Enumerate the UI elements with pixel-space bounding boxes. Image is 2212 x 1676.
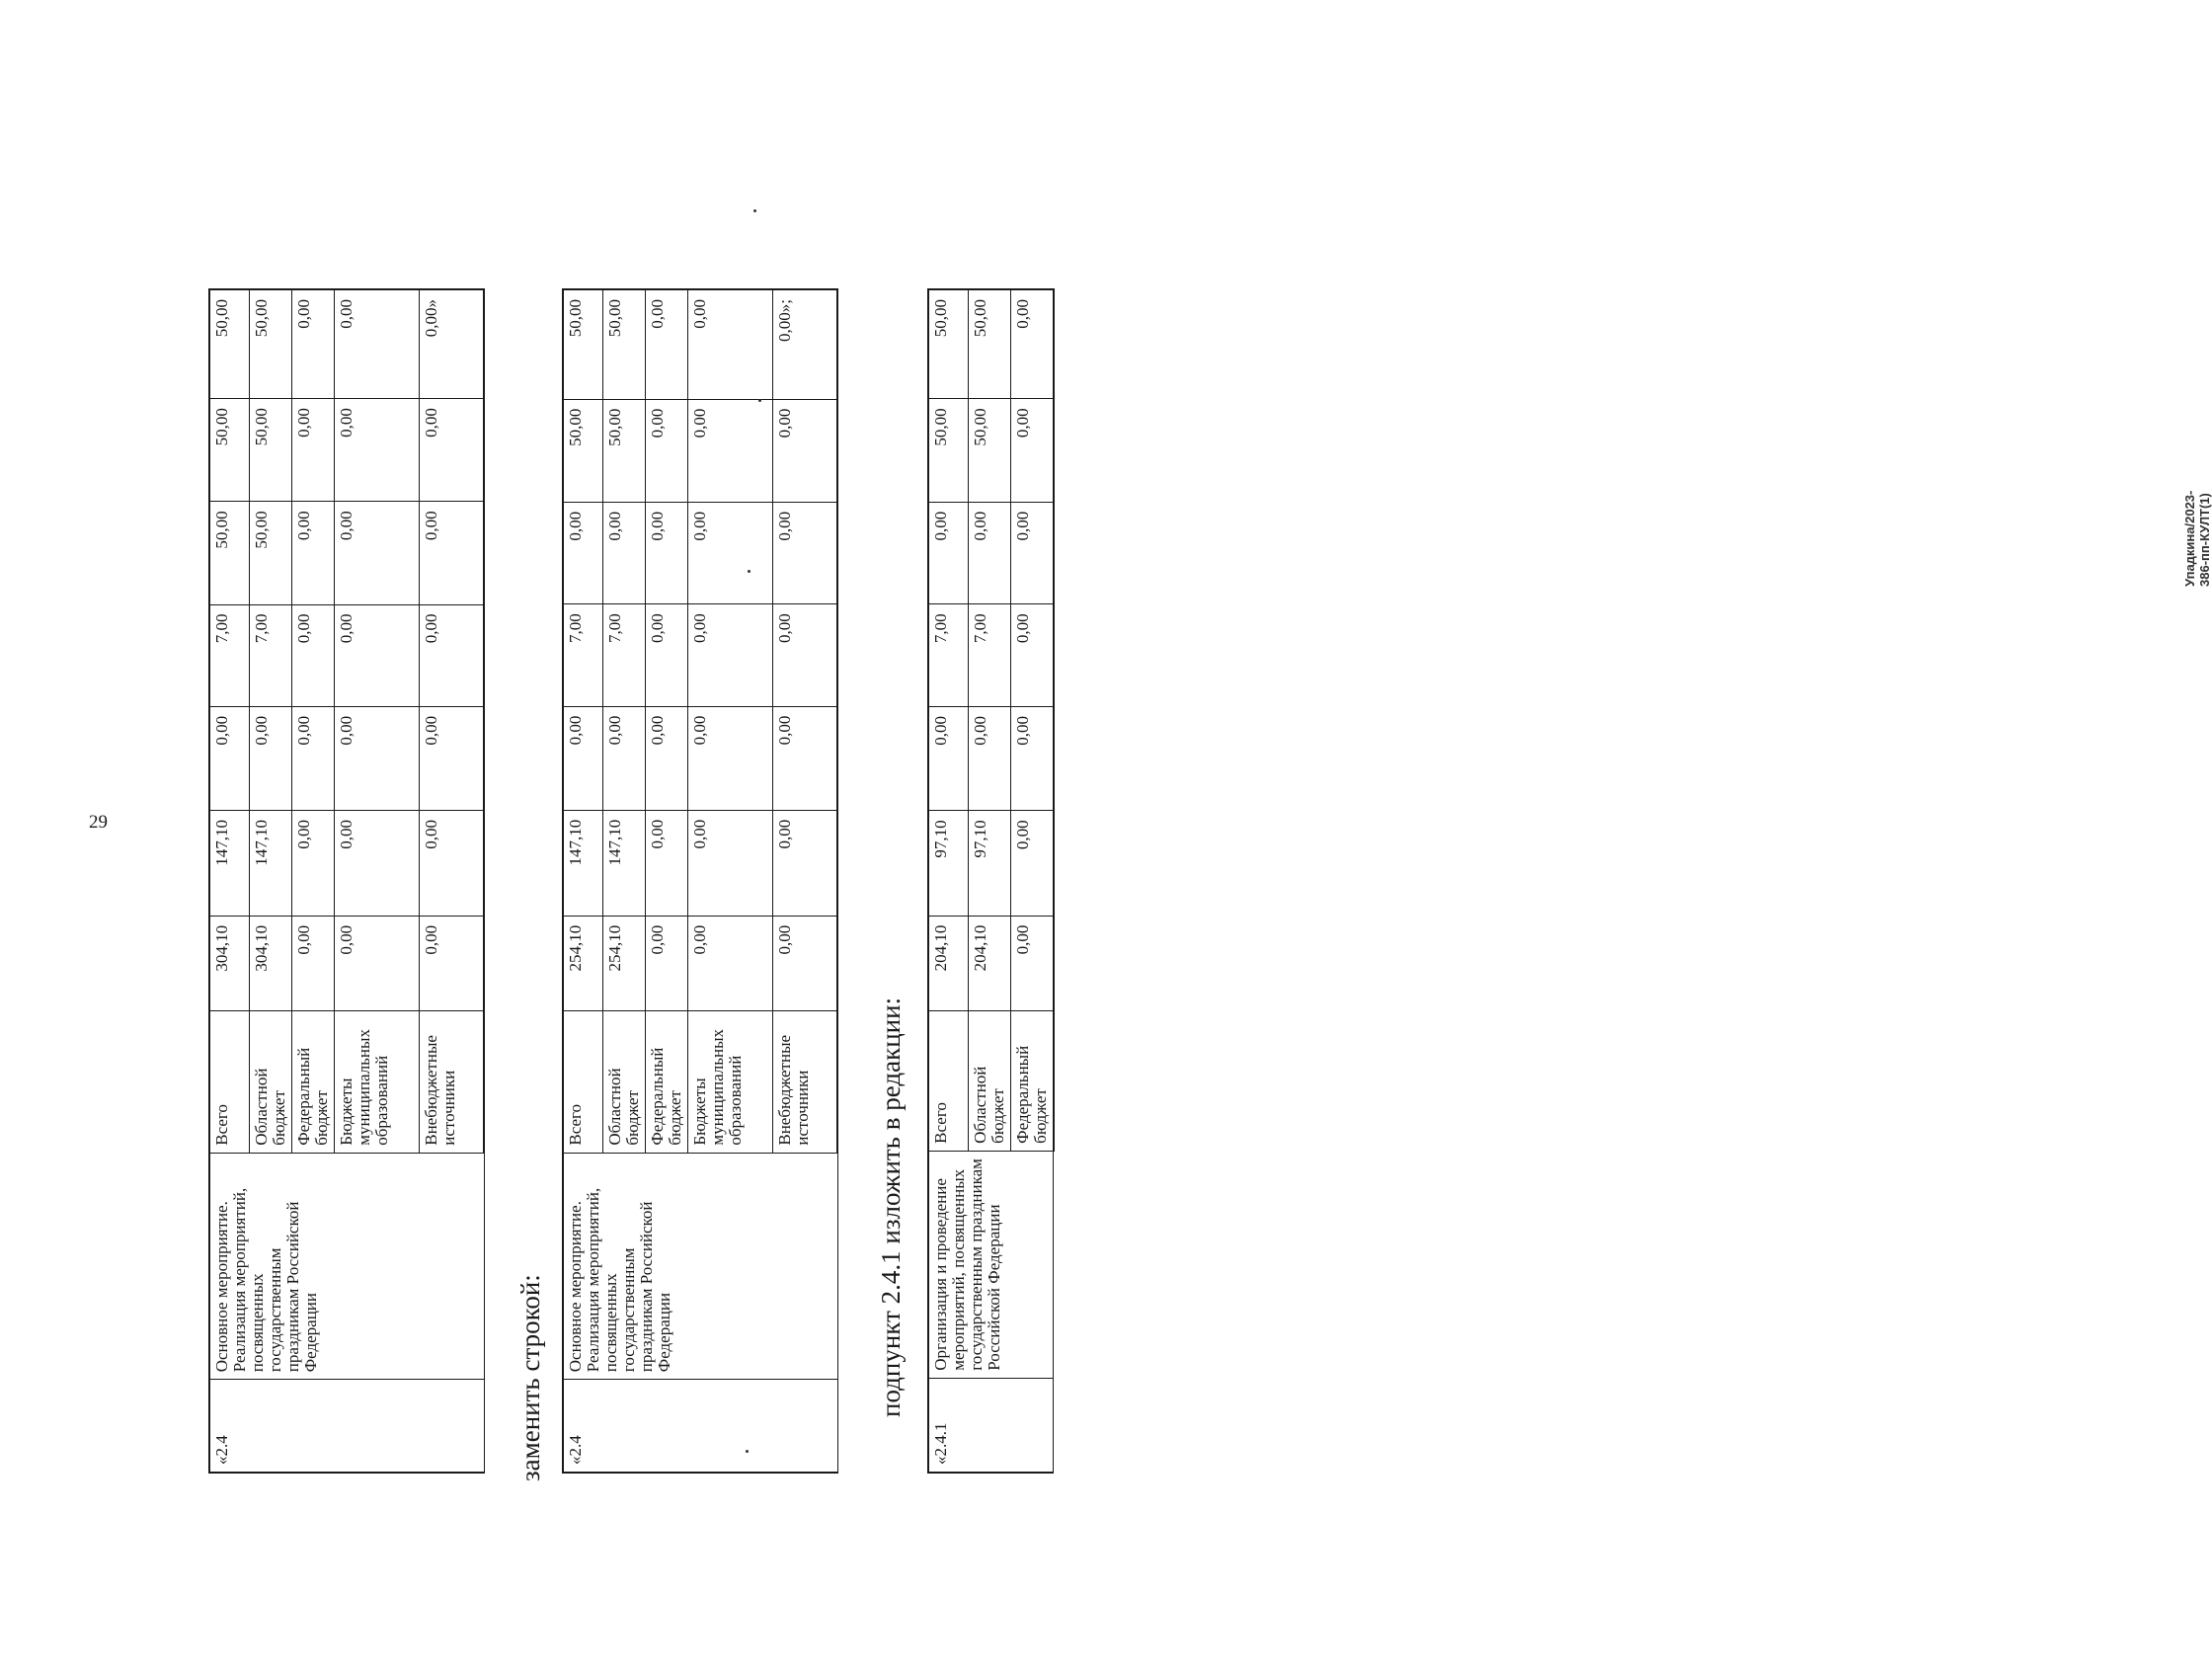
funding-source: Всего [928,1010,968,1151]
amount-cell: 0,00 [291,604,334,706]
amount-cell: 0,00 [419,604,484,706]
amount-cell: 254,10 [563,916,602,1010]
amount-cell: 50,00 [209,289,249,399]
amount-cell: 147,10 [602,810,645,916]
amount-cell: 7,00 [602,604,645,706]
amount-cell: 0,00 [334,706,419,810]
item-name: Организация и проведение мероприятий, посвященных государственным праздникам Российской Федерации [928,1151,1054,1378]
amount-cell: 0,00 [928,706,968,810]
table-new-row [562,288,838,1474]
funding-source: Областной бюджет [968,1010,1010,1151]
table-row [928,289,968,1473]
amount-cell: 7,00 [249,604,291,706]
amount-cell: 50,00 [249,289,291,399]
funding-source: Областной бюджет [249,1011,291,1154]
amount-cell: 97,10 [968,811,1010,916]
amount-cell: 0,00 [645,399,687,502]
amount-cell: 0,00 [687,810,772,916]
amount-cell: 0,00 [563,706,602,810]
amount-cell: 0,00»; [772,289,837,399]
amount-cell: 0,00 [687,399,772,502]
document-id: Упадкина/2023-386-пп-КУЛТ(1) [2182,490,2212,587]
amount-cell: 204,10 [968,916,1010,1010]
amount-cell: 0,00 [645,706,687,810]
funding-source: Федеральный бюджет [1010,1010,1054,1151]
item-name: Основное мероприятие. Реализация мероприятий, посвященных государственным праздникам Российской Федерации [209,1153,484,1380]
amount-cell: 0,00» [419,289,484,399]
amount-cell: 0,00 [687,502,772,603]
scan-speck [753,209,756,212]
amount-cell: 0,00 [291,502,334,604]
amount-cell: 50,00 [602,289,645,399]
amount-cell: 50,00 [928,289,968,399]
item-code: «2.4 [563,1380,837,1473]
amount-cell: 254,10 [602,916,645,1010]
amount-cell: 0,00 [645,604,687,706]
table-old-row [208,288,485,1474]
amount-cell: 50,00 [928,399,968,502]
budget-table-subpoint [927,288,1055,1474]
page-number: 29 [89,812,108,833]
amount-cell: 0,00 [687,706,772,810]
amount-cell: 0,00 [334,604,419,706]
item-code: «2.4.1 [928,1378,1054,1473]
amount-cell: 0,00 [1010,399,1054,502]
amount-cell: 50,00 [563,289,602,399]
funding-source: Всего [209,1011,249,1154]
amount-cell: 50,00 [209,399,249,502]
amount-cell: 50,00 [249,399,291,502]
amount-cell: 0,00 [291,706,334,810]
amount-cell: 7,00 [968,604,1010,707]
amount-cell: 0,00 [1010,916,1054,1010]
amount-cell: 0,00 [645,502,687,603]
amount-cell: 0,00 [602,502,645,603]
scan-speck [748,570,750,573]
amount-cell: 0,00 [419,706,484,810]
table-subpoint [927,288,1055,1474]
amount-cell: 0,00 [772,706,837,810]
budget-table-new [562,288,838,1474]
funding-source: Федеральный бюджет [645,1010,687,1153]
amount-cell: 50,00 [602,399,645,502]
amount-cell: 204,10 [928,916,968,1010]
amount-cell: 0,00 [772,399,837,502]
amount-cell: 0,00 [772,916,837,1010]
funding-source: Внебюджетные источники [772,1010,837,1153]
amount-cell: 0,00 [419,399,484,502]
amount-cell: 0,00 [602,706,645,810]
amount-cell: 0,00 [1010,502,1054,604]
amount-cell: 0,00 [1010,811,1054,916]
amount-cell: 7,00 [563,604,602,706]
amount-cell: 0,00 [687,604,772,706]
amount-cell: 0,00 [419,502,484,604]
amount-cell: 0,00 [291,810,334,916]
amount-cell: 50,00 [968,399,1010,502]
amount-cell: 0,00 [291,399,334,502]
amount-cell: 0,00 [928,502,968,604]
amount-cell: 147,10 [209,810,249,916]
amount-cell: 0,00 [291,916,334,1010]
amount-cell: 147,10 [563,810,602,916]
amount-cell: 0,00 [1010,706,1054,810]
amount-cell: 50,00 [563,399,602,502]
funding-source: Внебюджетные источники [419,1011,484,1154]
funding-source: Федеральный бюджет [291,1011,334,1154]
amount-cell: 0,00 [687,916,772,1010]
amount-cell: 0,00 [334,916,419,1010]
amount-cell: 97,10 [928,811,968,916]
phrase-replace-with-row: заменить строкой: [515,1274,545,1481]
amount-cell: 147,10 [249,810,291,916]
funding-source: Бюджеты муниципальных образований [334,1011,419,1154]
amount-cell: 0,00 [1010,289,1054,399]
amount-cell: 0,00 [419,916,484,1010]
scan-speck [746,1450,749,1453]
amount-cell: 304,10 [249,916,291,1010]
scan-speck [758,399,761,402]
item-code: «2.4 [209,1380,484,1473]
funding-source: Областной бюджет [602,1010,645,1153]
amount-cell: 50,00 [209,502,249,604]
amount-cell: 0,00 [249,706,291,810]
amount-cell: 0,00 [563,502,602,603]
amount-cell: 0,00 [419,810,484,916]
amount-cell: 0,00 [645,916,687,1010]
amount-cell: 0,00 [1010,604,1054,707]
amount-cell: 0,00 [334,502,419,604]
table-row [563,289,602,1473]
amount-cell: 0,00 [334,399,419,502]
amount-cell: 0,00 [334,810,419,916]
amount-cell: 0,00 [645,810,687,916]
amount-cell: 0,00 [334,289,419,399]
amount-cell: 0,00 [645,289,687,399]
item-name: Основное мероприятие. Реализация мероприятий, посвященных государственным праздникам Российской Федерации [563,1153,837,1380]
budget-table-old [208,288,485,1474]
phrase-subpoint-edit: подпункт 2.4.1 изложить в редакции: [876,997,906,1417]
amount-cell: 7,00 [928,604,968,707]
amount-cell: 0,00 [968,706,1010,810]
amount-cell: 0,00 [968,502,1010,604]
amount-cell: 7,00 [209,604,249,706]
amount-cell: 0,00 [291,289,334,399]
funding-source: Всего [563,1010,602,1153]
table-row [209,289,249,1473]
amount-cell: 0,00 [772,502,837,603]
amount-cell: 304,10 [209,916,249,1010]
amount-cell: 0,00 [772,810,837,916]
amount-cell: 0,00 [209,706,249,810]
amount-cell: 50,00 [249,502,291,604]
amount-cell: 0,00 [772,604,837,706]
funding-source: Бюджеты муниципальных образований [687,1010,772,1153]
amount-cell: 50,00 [968,289,1010,399]
amount-cell: 0,00 [687,289,772,399]
